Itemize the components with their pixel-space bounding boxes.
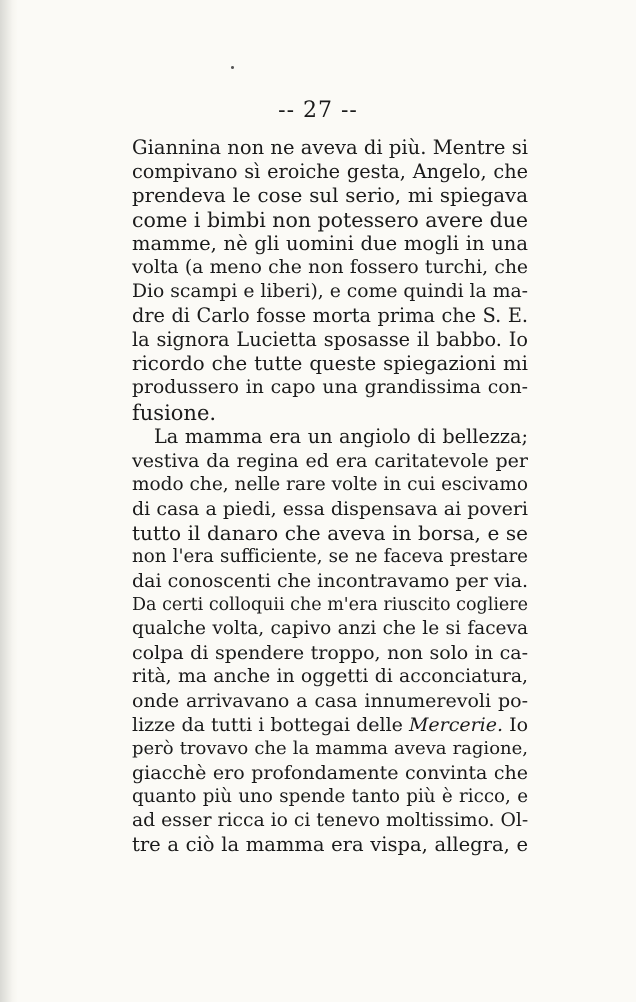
text-line: tutto il danaro che aveva in borsa, e se — [132, 520, 528, 545]
text-line: ad esser ricca io ci tenevo moltissimo. Ol- — [132, 810, 529, 832]
text-line: dre di Carlo fosse morta prima che S. E. — [132, 304, 528, 328]
text-segment: Io — [509, 714, 529, 737]
text-line: tre a ciò la mamma era vispa, allegra, e — [132, 833, 528, 857]
text-line: mamme, nè gli uomini due mogli in una — [132, 232, 528, 256]
text-line: colpa di spendere troppo, non solo in ca- — [132, 641, 528, 664]
text-line: onde arrivavano a casa innumerevoli po- — [132, 690, 528, 713]
text-segment: lizze da tutti i bottegai delle — [132, 714, 403, 737]
text-line: Dio scampi e liberi), e come quindi la ma- — [132, 281, 528, 303]
text-line: di casa a piedi, essa dispensava ai poveri — [132, 497, 528, 520]
text-line: Giannina non ne aveva di più. Mentre si — [132, 136, 528, 159]
text-line: produssero in capo una grandissima con- — [132, 377, 528, 399]
text-line: non l'era sufficiente, se ne faceva prestare — [132, 545, 528, 567]
text-line: compivano sì eroiche gesta, Angelo, che — [132, 160, 528, 184]
text-line: però trovavo che la mamma aveva ragione, — [132, 738, 528, 760]
text-line: come i bimbi non potessero avere due — [132, 208, 529, 233]
page-gutter-shadow — [0, 0, 18, 1002]
text-line: qualche volta, capivo anzi che le si faceva — [132, 617, 528, 639]
italic-word: Mercerie. — [408, 714, 504, 737]
page-number: -- 27 -- — [278, 98, 358, 123]
ink-speck — [231, 66, 234, 69]
text-line: La mamma era un angiolo di bellezza; — [154, 424, 528, 448]
text-line: giacchè ero profondamente convinta che — [132, 762, 528, 785]
text-line: volta (a meno che non fossero turchi, che — [132, 257, 528, 279]
text-line: dai conoscenti che incontravamo per via. — [132, 569, 529, 592]
text-line: modo che, nelle rare volte in cui escivamo — [132, 473, 529, 495]
text-line: vestiva da regina ed era caritatevole per — [132, 449, 528, 472]
text-line-mixed — [132, 713, 528, 737]
text-line: la signora Lucietta sposasse il babbo. Io — [132, 328, 528, 352]
text-line: rità, ma anche in oggetti di acconciatura, — [132, 666, 528, 688]
text-line: prendeva le cose sul serio, mi spiegava — [132, 184, 528, 208]
text-line: quanto più uno spende tanto più è ricco, e — [132, 786, 528, 808]
body-text — [132, 136, 528, 857]
text-line: ricordo che tutte queste spiegazioni mi — [132, 352, 528, 376]
text-line: fusione. — [132, 400, 217, 425]
text-line: Da certi colloquii che m'era riuscito cogliere — [132, 594, 528, 615]
